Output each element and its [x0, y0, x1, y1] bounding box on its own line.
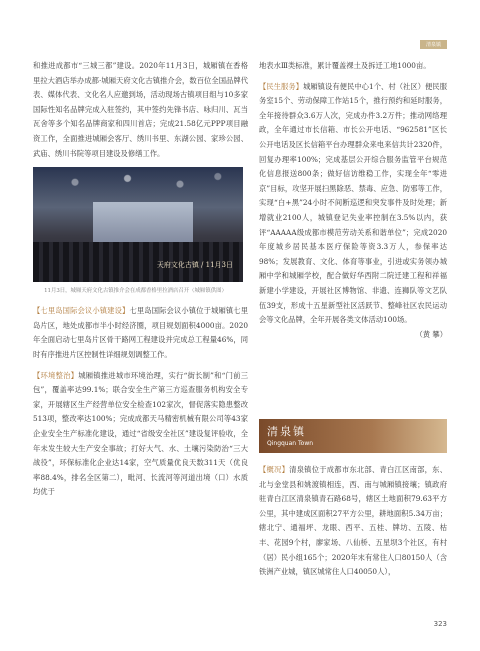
- keyword-overview: 【概况】: [259, 465, 290, 474]
- text-qilidao: 七里岛国际会议小镇位于城厢镇七里岛片区，地处成都市半小时经济圈，项目规划面积4000亩。2020年全面启动七里岛片区骨干路网工程建设并完成总工程量46%，同时有序推进片区控制性详细规划调整工作。: [33, 306, 249, 359]
- page-number: 323: [433, 620, 447, 628]
- paragraph-overview: [259, 463, 447, 580]
- stage-lights: [33, 167, 243, 205]
- author-signature: （黄 攀）: [415, 329, 447, 339]
- keyword-qilidao: 【七里岛国际会议小镇建设】: [33, 306, 130, 316]
- photo-text: 天府文化古镇 / 11月3日: [156, 261, 233, 270]
- event-photo: [33, 167, 243, 282]
- paragraph-qilidao: [33, 304, 248, 362]
- photo-caption: 11月3日，城厢天府文化古镇推介会在成都香格里拉酒店召开（城厢镇供图）: [44, 288, 227, 295]
- text-environment: 城厢镇推进城市环境治理，实行“街长制”和“门前三包”，覆盖率达99.1%；联合安全生产第三方巡查服务机构安全专家，开展辖区生产经营单位安全检查102家次，督促落实隐患整改513项，整改率达100%；完成成都天马精密机械有限公司等43家企业安全生产标准化建设，通过“省级安全社区”建设复评验收，全年未发生较大生产安全事故；打好大气、水、土壤污染防治“三大战役”，环保标准化企业达14家，空气质量优良天数311天（优良率88.4%，排名全区第二），毗河、长流河等河道出境（口）水质均优于: [33, 370, 248, 497]
- section-title-en: Qingquan Town: [267, 440, 314, 447]
- section-body: [259, 463, 447, 580]
- text-livelihood: 城厢镇设有便民中心1个、村（社区）便民服务室15个、劳动保障工作站15个，推行预约和延时服务，全年接待群众3.6万人次，完成办件3.2万件；推动网络理政，全年通过市长信箱、市长公开电话、“962581”区长公开电话及区长信箱平台办理群众来电来信共计2320件，回复办理率100%；完成基层公开综合服务监管平台规范化信息报送800条；做好信访维稳工作，实现全年“零进京”目标，攻坚开展扫黑除恶、禁毒、应急、防邪等工作，实现“白+黑”24小时不间断巡逻和突发事件及时处理；新增就业2100人，城镇登记失业率控制在3.5%以内，获评“AAAAA级成都市模范劳动关系和谐单位”；完成2020年度城乡居民基本医疗保险等资3.3万人，参保率达98%；发展教育、文化、体育等事业，引进或实务领办城厢中学和城厢学校，配合做好华西附二院迁建工程和祥福新建小学建设，开展社区博物馆、非遗、连狮队等文艺队伍39支，形成十五星新型社区活跃节、整峰社区农民运动会等文化品牌，全年开展各类文体活动100场。: [259, 81, 447, 325]
- paragraph-continued: 地表水Ⅲ类标准，累计覆盖裸土及拆迁工地1000亩。: [259, 61, 431, 70]
- left-column: [33, 59, 248, 500]
- text-overview: 清泉镇位于成都市东北部、青白江区南部，东、北与金堂县和姚渡镇相连，西、南与城厢镇接壤；镇政府驻青白江区清泉镇青石路68号，辖区土地面积79.63平方公里，其中建成区面积27平方公里，耕地面积5.34万亩；辖北宁、通福坪、龙眼、西平、五桂、牌坊、五陵、枯丰、花园9个村，廖家场、八仙桥、五星坝3个社区，有村（居）民小组165个；2020年末有常住人口80150人（含铁洲产业城，镇区城常住人口40050人），: [259, 465, 448, 577]
- section-title-cn: 清泉镇: [267, 425, 306, 438]
- keyword-environment: 【环境整治】: [33, 370, 79, 380]
- paragraph-environment: [33, 369, 248, 500]
- section-tag: 清泉镇: [420, 40, 447, 49]
- paragraph-culture-town: 和推进成都市“三城三都”建设。2020年11月3日，城厢镇在香格里拉大酒店举办成都·城厢天府文化古镇推介会，数百位全国品牌代表、媒体代表、文化名人应邀到场，活动现场古镇项目组与10多家国际性知名品牌完成入驻签约，其中签约先锋书店、咏归川、瓦当瓦舍等多个知名品牌商家和四川首店；完成21.58亿元PPP项目融资工作，全面推进城厢会客厅、绣川书里、东湖公园、家珍公园、武庙、绣川书院等项目建设及修缮工作。: [33, 61, 248, 158]
- right-column: [259, 59, 447, 342]
- section-banner: [259, 419, 447, 453]
- keyword-livelihood: 【民生服务】: [259, 81, 304, 91]
- paragraph-livelihood: [259, 80, 447, 328]
